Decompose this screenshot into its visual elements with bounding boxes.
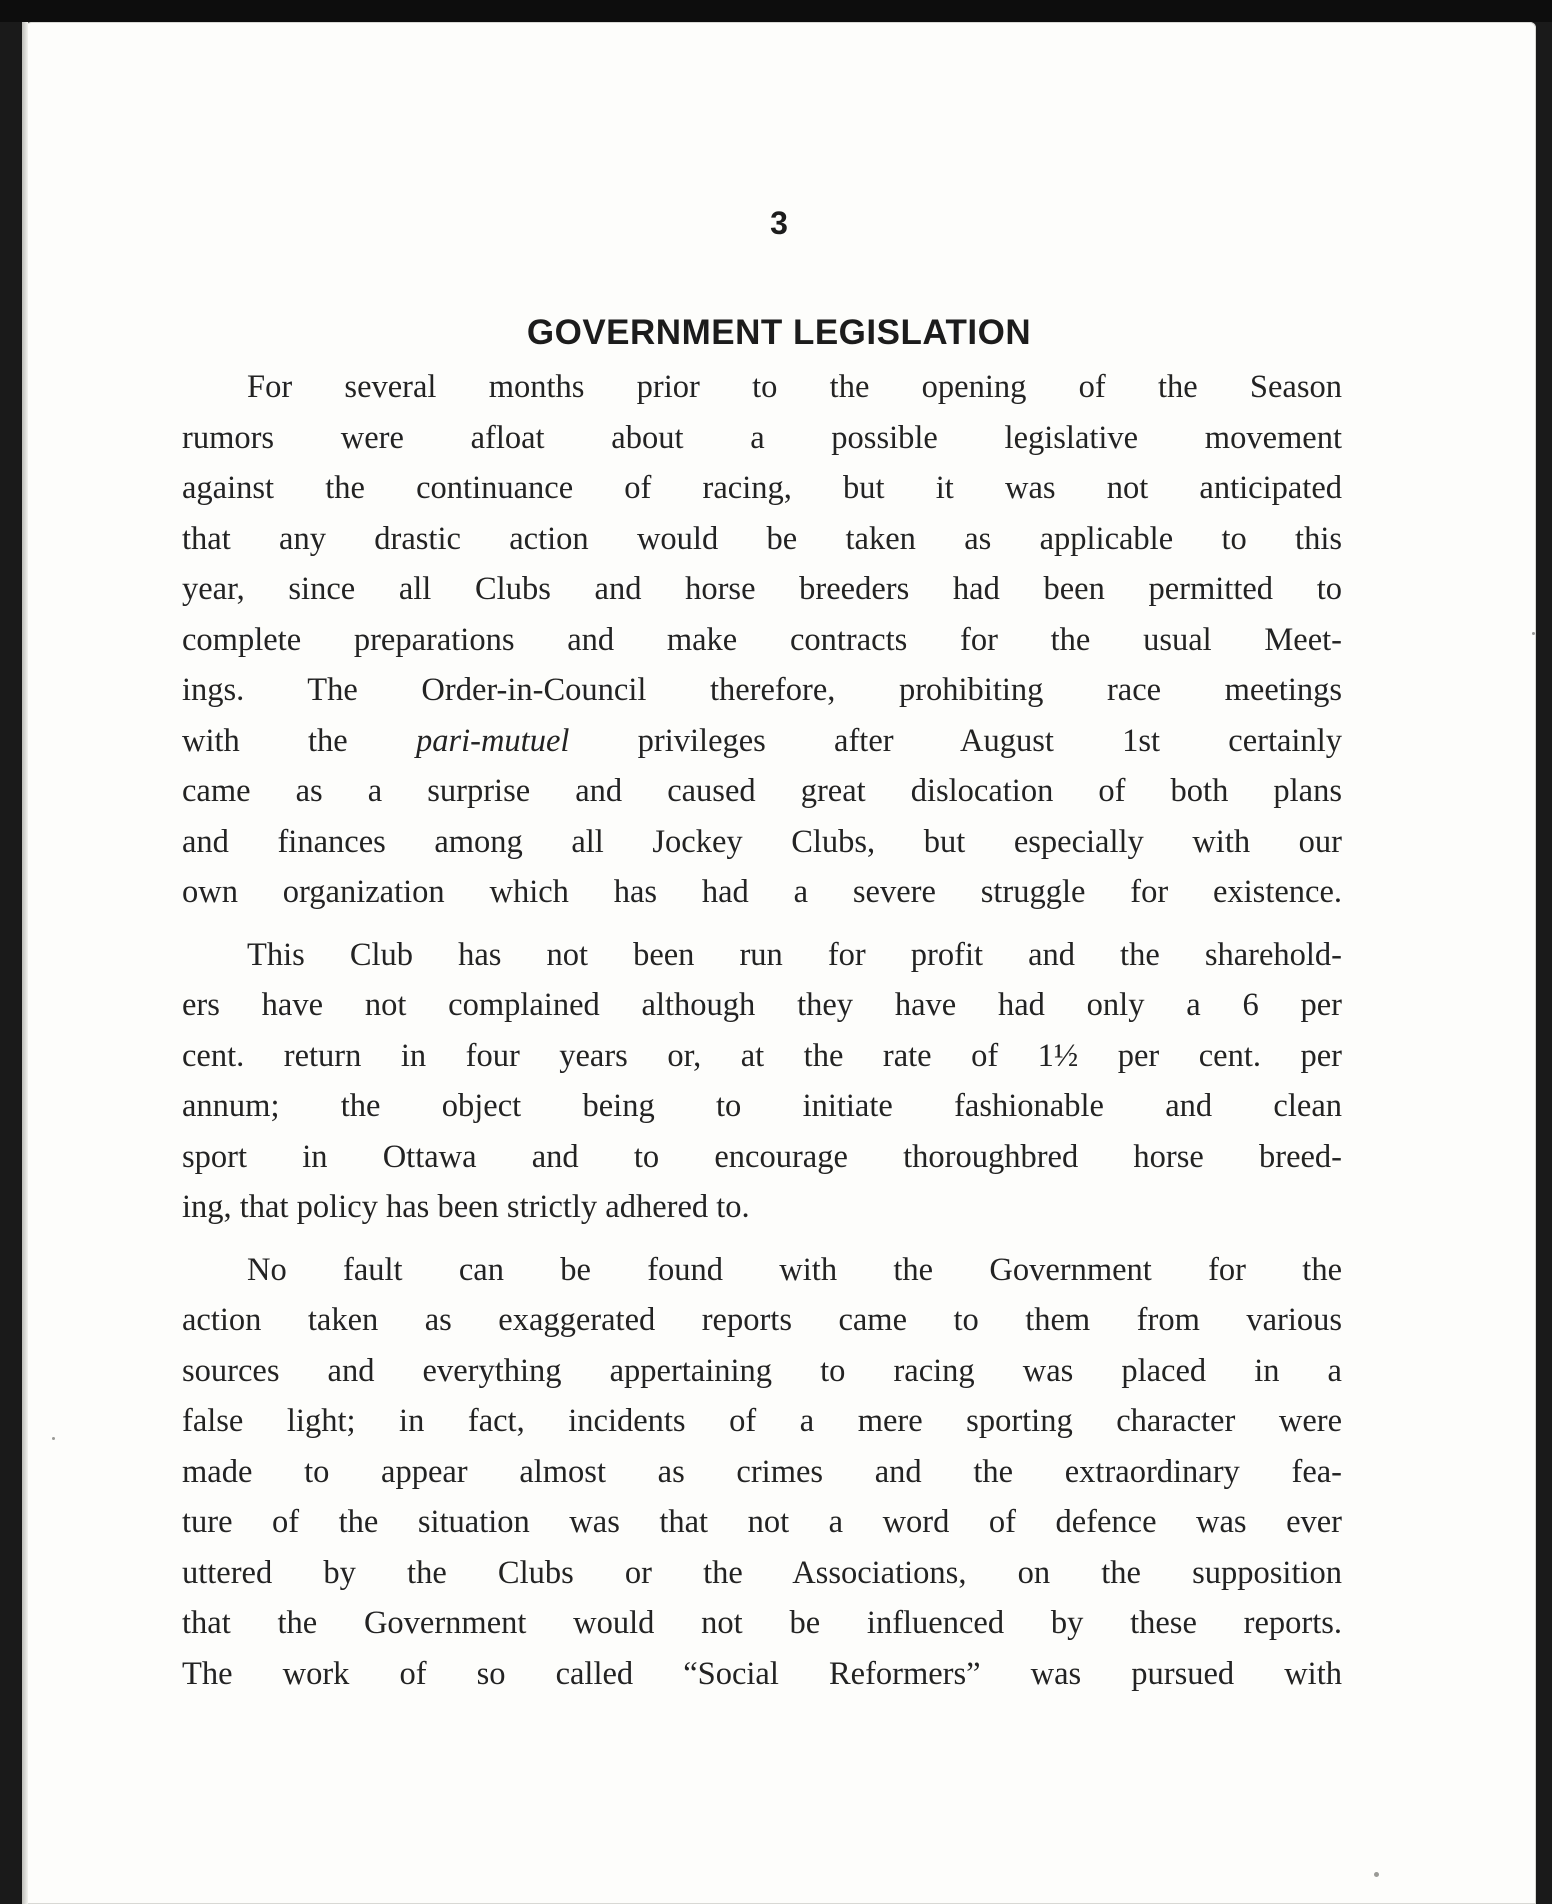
text-line: rumors were afloat about a possible legislative movement bbox=[182, 419, 1342, 456]
text-line: false light; in fact, incidents of a mere sporting character were bbox=[182, 1403, 1342, 1439]
page-number: 3 bbox=[770, 205, 788, 241]
section-heading: GOVERNMENT LEGISLATION bbox=[526, 313, 1032, 352]
text-line: action taken as exaggerated reports came to them from various bbox=[182, 1302, 1342, 1338]
text-line: made to appear almost as crimes and the extraordinary fea- bbox=[182, 1453, 1342, 1490]
text-line: ers have not complained although they have had only a 6 per bbox=[182, 987, 1342, 1023]
text-line: came as a surprise and caused great dislocation of both plans bbox=[182, 773, 1342, 809]
paragraph-2 bbox=[182, 930, 1342, 1233]
text-line: that any drastic action would be taken as applicable to this bbox=[182, 520, 1342, 557]
text-fragment: privileges after August 1st certainly bbox=[637, 722, 1342, 759]
page-spine-shadow bbox=[22, 22, 28, 1904]
text-line: complete preparations and make contracts for the usual Meet- bbox=[182, 621, 1342, 658]
text-line: sport in Ottawa and to encourage thoroughbred horse breed- bbox=[182, 1138, 1342, 1175]
text-line: ing, that policy has been strictly adhered to. bbox=[182, 1189, 750, 1225]
text-line: and finances among all Jockey Clubs, but especially with our bbox=[182, 823, 1342, 860]
text-line: The work of so called “Social Reformers” was pursued with bbox=[182, 1655, 1342, 1692]
text-line: annum; the object being to initiate fashionable and clean bbox=[182, 1088, 1342, 1124]
text-fragment: with the bbox=[182, 722, 348, 759]
text-line: that the Government would not be influenced by these reports. bbox=[182, 1605, 1342, 1641]
text-line: sources and everything appertaining to racing was placed in a bbox=[182, 1352, 1342, 1389]
text-line-mixed bbox=[182, 716, 1342, 767]
paragraph-1 bbox=[182, 362, 1342, 918]
text-line: against the continuance of racing, but it was not anticipated bbox=[182, 470, 1342, 506]
text-line: cent. return in four years or, at the rate of 1½ per cent. per bbox=[182, 1037, 1342, 1074]
body-text bbox=[182, 362, 1342, 1711]
paragraph-3 bbox=[182, 1245, 1342, 1700]
text-line: ings. The Order-in-Council therefore, prohibiting race meetings bbox=[182, 672, 1342, 708]
scan-speck bbox=[1532, 632, 1535, 635]
text-line: own organization which has had a severe struggle for existence. bbox=[182, 874, 1342, 910]
scan-top-border bbox=[0, 0, 1552, 22]
text-line: year, since all Clubs and horse breeders had been permitted to bbox=[182, 571, 1342, 607]
scan-speck bbox=[52, 1437, 55, 1440]
text-line: For several months prior to the opening of the Season bbox=[247, 369, 1342, 405]
book-page bbox=[22, 22, 1536, 1904]
text-line: ture of the situation was that not a word of defence was ever bbox=[182, 1504, 1342, 1540]
text-line: uttered by the Clubs or the Associations, on the supposition bbox=[182, 1554, 1342, 1591]
scan-speck bbox=[1374, 1872, 1379, 1877]
text-line: No fault can be found with the Government for the bbox=[247, 1251, 1342, 1288]
text-line: This Club has not been run for profit and the sharehold- bbox=[247, 936, 1342, 973]
italic-term: pari-mutuel bbox=[415, 722, 570, 759]
